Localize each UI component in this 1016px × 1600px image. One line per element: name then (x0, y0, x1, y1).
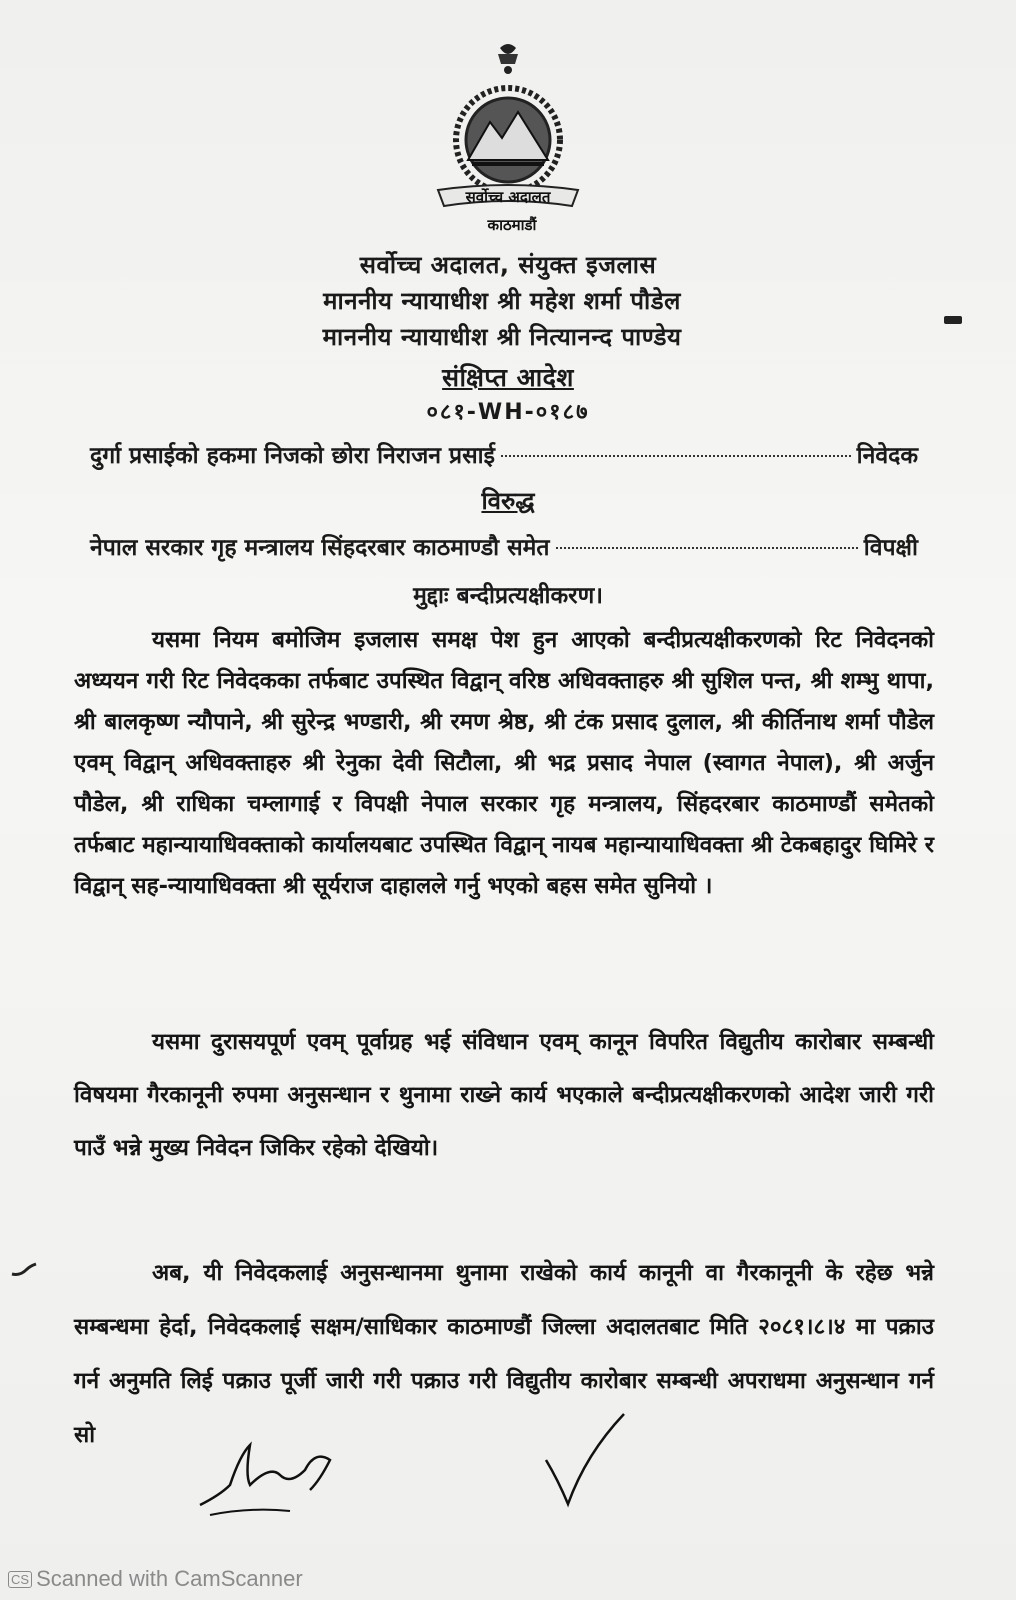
signature-scribble (190, 1425, 360, 1525)
justice-1: माननीय न्यायाधीश श्री महेश शर्मा पौडेल (323, 287, 681, 315)
petitioner-name: दुर्गा प्रसाईको हकमा निजको छोरा निराजन प्रसाई (90, 443, 495, 469)
scanner-watermark (8, 1566, 303, 1592)
emblem-location-text: काठमाडौं (487, 216, 537, 234)
camscanner-logo-icon: CS (8, 1571, 32, 1588)
paragraph-1 (74, 620, 934, 907)
paragraph-2 (74, 1016, 934, 1175)
supreme-court-emblem (420, 40, 595, 240)
paragraph-1-text: यसमा नियम बमोजिम इजलास समक्ष पेश हुन आएको बन्दीप्रत्यक्षीकरणको रिट निवेदनको अध्ययन गरी रिट निवेदकका तर्फबाट उपस्थित विद्वान् वरिष्ठ अधिवक्ताहरु श्री सुशिल पन्त, श्री शम्भु थापा, श्री बालकृष्ण न्यौपाने, श्री सुरेन्द्र भण्डारी, श्री रमण श्रेष्ठ, श्री टंक प्रसाद दुलाल, श्री कीर्तिनाथ शर्मा पौडेल एवम् विद्वान् अधिवक्ताहरु श्री रेनुका देवी सिटौला, श्री भद्र प्रसाद नेपाल (स्वागत नेपाल), श्री अर्जुन पौडेल, श्री राधिका चम्लागाई र विपक्षी नेपाल सरकार गृह मन्त्रालय, सिंहदरबार काठमाण्डौं समेतको तर्फबाट महान्यायाधिवक्ताको कार्यालयबाट उपस्थित विद्वान् नायब महान्यायाधिवक्ता श्री टेकबहादुर घिमिरे र विद्वान् सह-न्यायाधिवक्ता श्री सूर्यराज दाहालले गर्नु भएको बहस समेत सुनियो । (74, 627, 934, 899)
order-title: संक्षिप्त आदेश (442, 363, 574, 392)
respondent-role: विपक्षी (863, 535, 918, 561)
petitioner-line (90, 438, 918, 470)
emblem-ribbon-text: सर्वोच्च अदालत (465, 188, 551, 206)
case-subject: मुद्दाः बन्दीप्रत्यक्षीकरण। (413, 583, 603, 609)
petitioner-role: निवेदक (856, 443, 918, 469)
paragraph-2-text: यसमा दुरासयपूर्ण एवम् पूर्वाग्रह भई संविधान एवम् कानून विपरित विद्युतीय कारोबार सम्बन्धी विषयमा गैरकानूनी रुपमा अनुसन्धान र थुनामा राख्ने कार्य भएकाले बन्दीप्रत्यक्षीकरणको आदेश जारी गरी पाउँ भन्ने मुख्य निवेदन जिकिर रहेको देखियो। (74, 1029, 934, 1161)
paragraph-3-text: अब, यी निवेदकलाई अनुसन्धानमा थुनामा राखेको कार्य कानूनी वा गैरकानूनी के रहेछ भन्ने सम्बन्धमा हेर्दा, निवेदकलाई सक्षम/साधिकार काठमाण्डौं जिल्ला अदालतबाट मिति २०८१।८।४ मा पक्राउ गर्न अनुमति लिई पक्राउ पूर्जी जारी गरी पक्राउ गरी विद्युतीय कारोबार सम्बन्धी अपराधमा अनुसन्धान गर्न सो (74, 1260, 934, 1448)
respondent-line (90, 530, 918, 562)
justice-2: माननीय न्यायाधीश श्री नित्यानन्द पाण्डेय (322, 323, 682, 351)
checkmark-icon (540, 1410, 630, 1510)
respondent-name: नेपाल सरकार गृह मन्त्रालय सिंहदरबार काठमाण्डौ समेत (90, 535, 550, 561)
versus-label: विरुद्ध (481, 487, 535, 515)
watermark-text: Scanned with CamScanner (36, 1566, 303, 1591)
dot-leader (556, 546, 858, 549)
margin-mark (944, 316, 962, 324)
case-number: ०८१-WH-०१८७ (426, 400, 590, 425)
dot-leader (501, 454, 851, 457)
court-name: सर्वोच्च अदालत, संयुक्त इजलास (359, 251, 657, 279)
margin-tick-icon (10, 1262, 40, 1278)
